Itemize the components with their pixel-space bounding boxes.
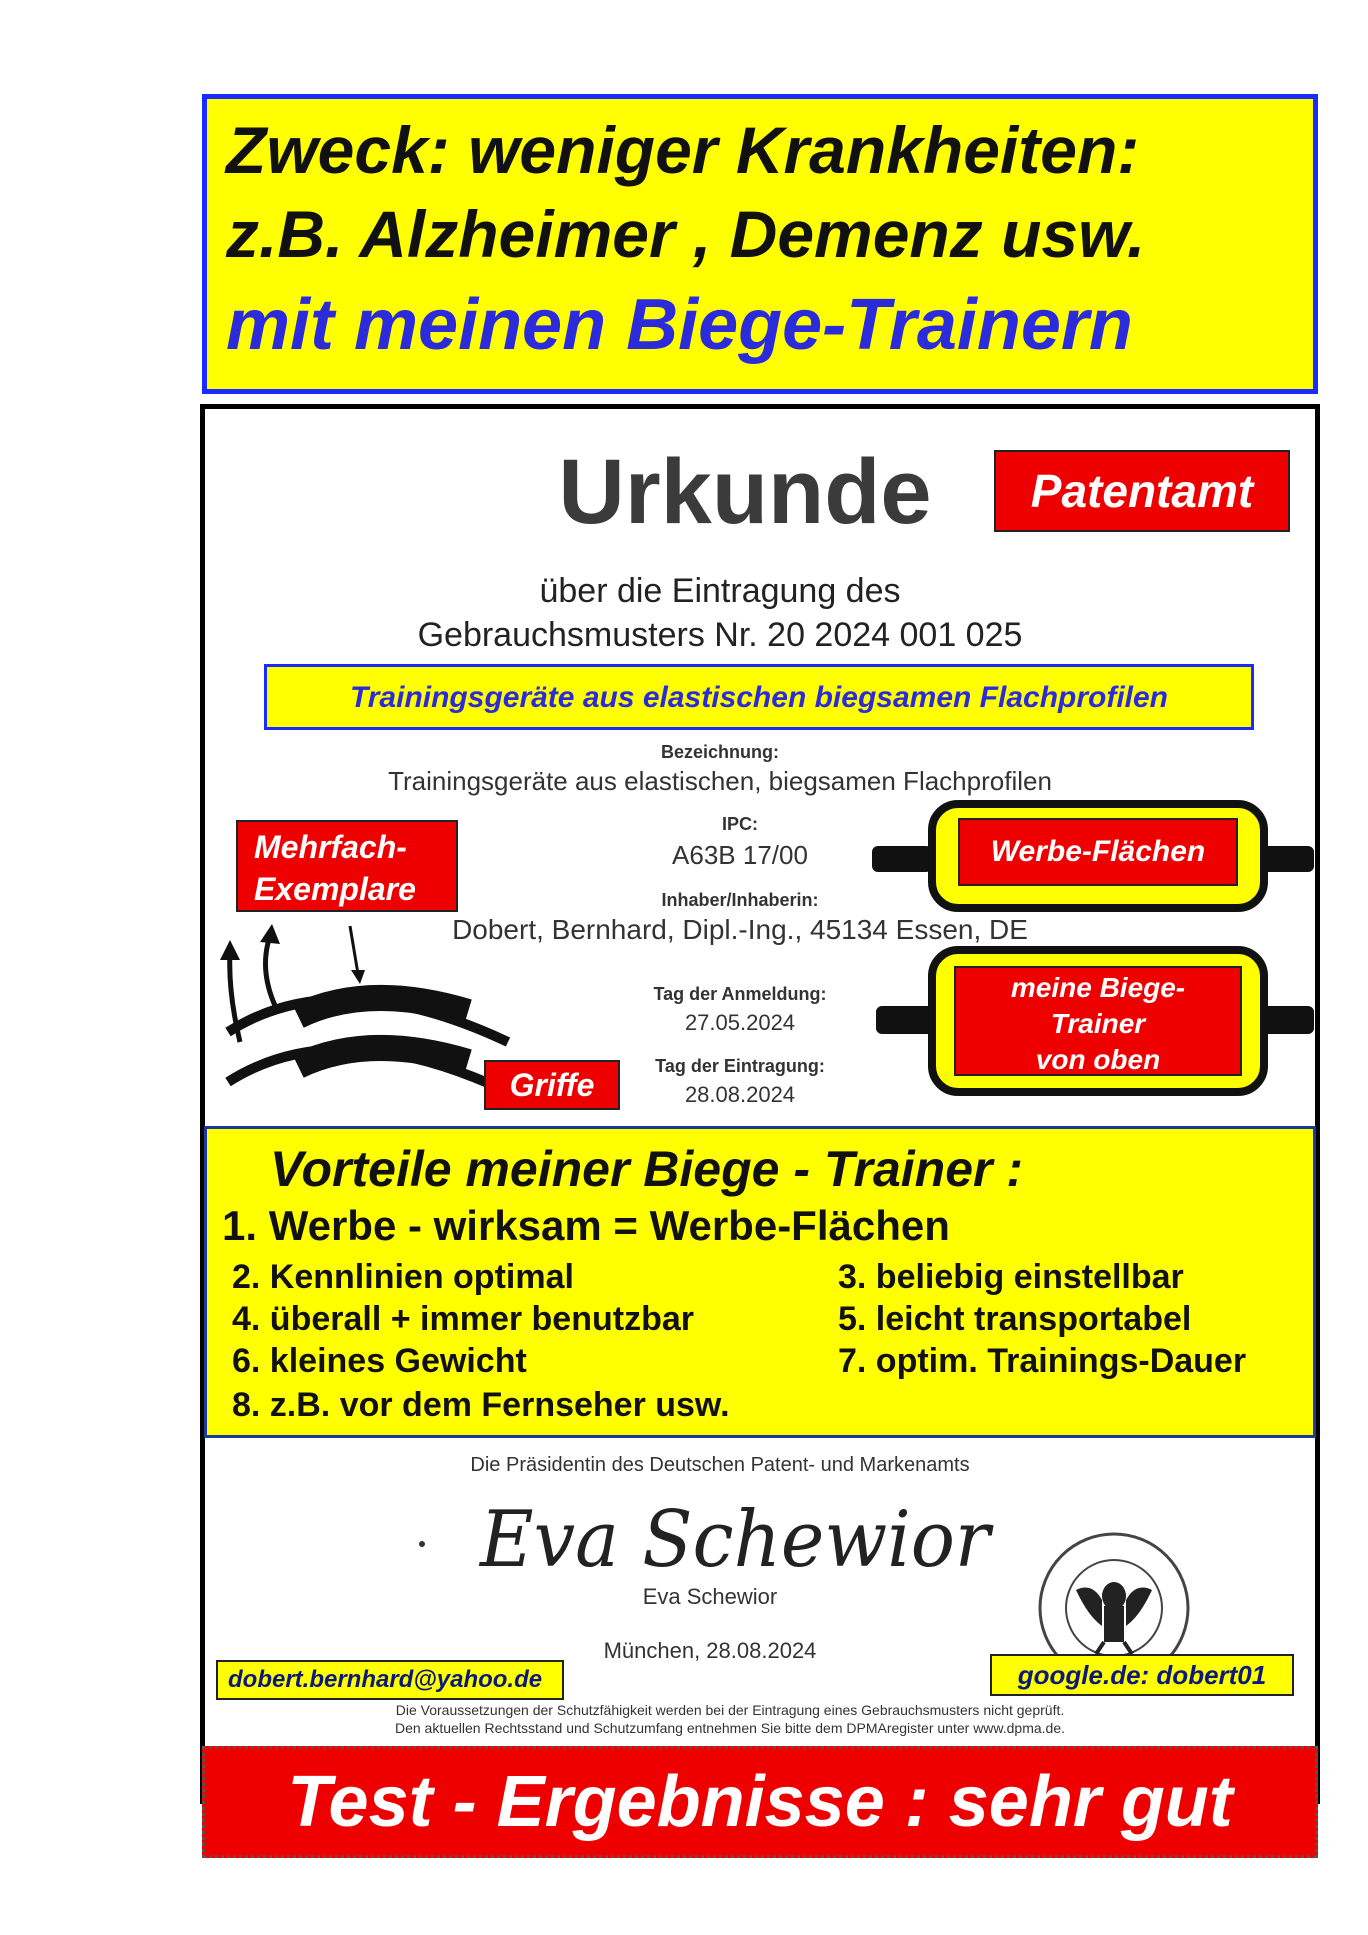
registration-date: 28.08.2024 — [684, 1082, 796, 1107]
advantage-1: 1. Werbe - wirksam = Werbe-Flächen — [222, 1202, 950, 1249]
patentamt-label: Patentamt — [994, 450, 1290, 532]
trainer-line-2: Trainer — [1050, 1008, 1146, 1039]
test-results-banner: Test - Ergebnisse : sehr gut — [202, 1746, 1318, 1858]
advantage-4: 4. überall + immer benutzbar — [232, 1300, 694, 1338]
svg-text:Eva Schewior: Eva Schewior — [478, 1495, 995, 1585]
owner-value: Dobert, Bernhard, Dipl.-Ing., 45134 Essen, DE — [452, 914, 1028, 945]
trainer-line-1: meine Biege- — [1010, 972, 1186, 1003]
fineprint-2: Den aktuellen Rechtsstand und Schutzumfang entnehmen Sie bitte dem DPMAregister unter www.dpma.de. — [394, 1720, 1066, 1736]
griffe-label: Griffe — [484, 1060, 620, 1110]
mehrfach-line-1: Mehrfach- — [254, 829, 407, 865]
email-label: dobert.bernhard@yahoo.de — [216, 1660, 564, 1700]
bezeichnung-value: Trainingsgeräte aus elastischen, biegsamen Flachprofilen — [388, 766, 1052, 796]
advantage-5: 5. leicht transportabel — [838, 1300, 1192, 1338]
advantage-7: 7. optim. Trainings-Dauer — [838, 1342, 1247, 1380]
bezeichnung-label: Bezeichnung: — [660, 742, 779, 762]
signer-name: Eva Schewior — [642, 1584, 778, 1609]
mehrfach-line-2: Exemplare — [254, 871, 416, 907]
advantage-6: 6. kleines Gewicht — [232, 1342, 527, 1380]
certificate-title: Urkunde — [558, 441, 932, 543]
certificate-subtitle-2: Gebrauchsmusters Nr. 20 2024 001 025 — [417, 616, 1023, 654]
place-date: München, 28.08.2024 — [603, 1638, 817, 1663]
highlight-box: Trainingsgeräte aus elastischen biegsamen Flachprofilen — [264, 664, 1254, 730]
werbe-flaechen-label: Werbe-Flächen — [958, 818, 1238, 886]
bend-arrow-right — [266, 936, 279, 1012]
ipc-value: A63B 17/00 — [672, 840, 808, 870]
handle-right-1 — [1262, 846, 1314, 872]
biege-trainer-illustration — [218, 912, 518, 1102]
registration-label: Tag der Eintragung: — [655, 1056, 825, 1076]
advantage-3: 3. beliebig einstellbar — [838, 1258, 1184, 1296]
header-line-2: z.B. Alzheimer , Demenz usw. — [226, 197, 1146, 271]
pointer-line — [350, 926, 358, 974]
trainer-grip-lower — [298, 1048, 468, 1066]
owner-label: Inhaber/Inhaberin: — [661, 890, 819, 910]
handle-left-2 — [876, 1006, 936, 1034]
ipc-label: IPC: — [722, 814, 758, 834]
advantage-8: 8. z.B. vor dem Fernseher usw. — [232, 1386, 730, 1424]
advantages-title: Vorteile meiner Biege - Trainer : — [270, 1141, 1024, 1197]
trainer-grip-upper — [298, 998, 468, 1016]
mehrfach-label — [236, 820, 458, 912]
advantage-2: 2. Kennlinien optimal — [232, 1258, 574, 1296]
header-line-3: mit meinen Biege-Trainern — [226, 285, 1133, 365]
president-line: Die Präsidentin des Deutschen Patent- und Markenamts — [470, 1454, 970, 1476]
trainer-line-3: von oben — [1035, 1044, 1161, 1075]
header-line-1: Zweck: weniger Krankheiten: — [226, 113, 1140, 187]
certificate-subtitle-1: über die Eintragung des — [539, 572, 901, 610]
filing-date: 27.05.2024 — [684, 1010, 796, 1035]
trainer-von-oben-label — [954, 966, 1242, 1076]
handle-left-1 — [872, 846, 932, 872]
filing-label: Tag der Anmeldung: — [653, 984, 827, 1004]
handle-right-2 — [1262, 1006, 1314, 1034]
fineprint-1: Die Voraussetzungen der Schutzfähigkeit werden bei der Eintragung eines Gebrauchsmusters nicht geprüft. — [395, 1702, 1065, 1718]
signature — [410, 1488, 1010, 1598]
google-label: google.de: dobert01 — [990, 1654, 1294, 1696]
